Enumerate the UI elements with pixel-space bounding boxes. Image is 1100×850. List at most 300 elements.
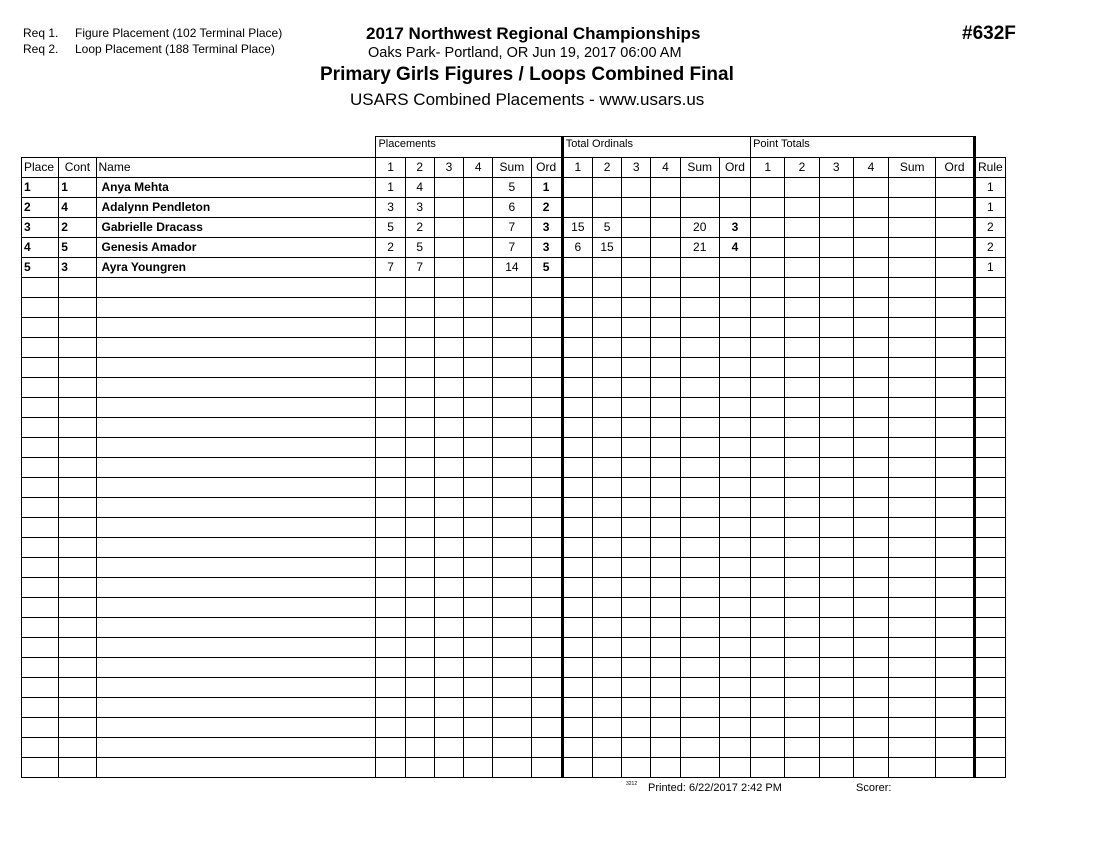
cell-pl-ord	[531, 758, 562, 778]
cell-to-2	[592, 698, 621, 718]
cell-pt-3	[819, 218, 853, 238]
cell-to-4	[651, 238, 680, 258]
cell-pl-4	[464, 638, 493, 658]
cell-rule	[974, 498, 1005, 518]
cell-to-2	[592, 578, 621, 598]
cell-pl-3	[434, 278, 463, 298]
col-header-pt-3: 3	[819, 158, 853, 178]
competition-title: 2017 Northwest Regional Championships	[366, 24, 701, 43]
cell-pl-sum	[493, 358, 531, 378]
cell-pl-3	[434, 758, 463, 778]
cell-cont: 3	[59, 258, 96, 278]
cell-pt-sum	[889, 418, 936, 438]
cell-place: 1	[22, 178, 59, 198]
col-header-to-ord: Ord	[719, 158, 750, 178]
cell-to-3	[622, 598, 651, 618]
cell-pt-2	[785, 218, 819, 238]
col-header-pl-sum: Sum	[493, 158, 531, 178]
venue-date: Oaks Park- Portland, OR Jun 19, 2017 06:00 AM	[368, 45, 682, 61]
cell-rule	[974, 458, 1005, 478]
cell-pl-1	[376, 618, 405, 638]
table-row-empty	[22, 398, 1006, 418]
cell-pl-2: 3	[405, 198, 434, 218]
cell-pl-2	[405, 418, 434, 438]
cell-place	[22, 358, 59, 378]
cell-pl-4	[464, 658, 493, 678]
cell-pt-4	[853, 338, 888, 358]
cell-pl-1	[376, 298, 405, 318]
cell-pt-3	[819, 238, 853, 258]
cell-pl-sum	[493, 698, 531, 718]
cell-to-4	[651, 178, 680, 198]
cell-pl-4	[464, 178, 493, 198]
cell-pt-4	[853, 298, 888, 318]
cell-to-sum	[680, 258, 719, 278]
cell-cont	[59, 358, 96, 378]
cell-to-1	[562, 358, 592, 378]
cell-pl-3	[434, 738, 463, 758]
cell-rule	[974, 658, 1005, 678]
cell-pt-sum	[889, 698, 936, 718]
cell-pt-4	[853, 278, 888, 298]
col-header-to-1: 1	[562, 158, 592, 178]
cell-to-3	[622, 758, 651, 778]
printed-timestamp: Printed: 6/22/2017 2:42 PM	[648, 782, 782, 794]
cell-name	[96, 438, 376, 458]
table-row-empty	[22, 418, 1006, 438]
cell-place	[22, 538, 59, 558]
cell-pt-sum	[889, 618, 936, 638]
cell-pt-sum	[889, 758, 936, 778]
cell-pt-sum	[889, 458, 936, 478]
cell-pl-sum	[493, 398, 531, 418]
cell-to-2	[592, 438, 621, 458]
cell-pt-4	[853, 738, 888, 758]
cell-pt-3	[819, 618, 853, 638]
cell-name	[96, 378, 376, 398]
cell-to-3	[622, 358, 651, 378]
cell-to-1	[562, 298, 592, 318]
cell-name	[96, 738, 376, 758]
cell-pt-1	[751, 638, 785, 658]
cell-pl-1	[376, 378, 405, 398]
cell-cont	[59, 558, 96, 578]
cell-to-sum	[680, 418, 719, 438]
cell-to-1	[562, 378, 592, 398]
table-row-empty	[22, 758, 1006, 778]
cell-pt-sum	[889, 678, 936, 698]
cell-pt-1	[751, 558, 785, 578]
cell-to-4	[651, 598, 680, 618]
cell-place	[22, 518, 59, 538]
cell-cont: 5	[59, 238, 96, 258]
cell-to-ord	[719, 558, 750, 578]
cell-rule	[974, 398, 1005, 418]
cell-to-ord	[719, 698, 750, 718]
cell-pt-2	[785, 498, 819, 518]
cell-rule	[974, 618, 1005, 638]
cell-to-ord	[719, 338, 750, 358]
cell-pt-3	[819, 758, 853, 778]
cell-to-3	[622, 418, 651, 438]
cell-pl-ord	[531, 278, 562, 298]
cell-to-2	[592, 518, 621, 538]
cell-pt-ord	[936, 558, 974, 578]
cell-pt-4	[853, 178, 888, 198]
cell-pl-sum	[493, 638, 531, 658]
table-row-empty	[22, 278, 1006, 298]
cell-name	[96, 718, 376, 738]
cell-to-1	[562, 498, 592, 518]
cell-name	[96, 678, 376, 698]
cell-pl-1	[376, 338, 405, 358]
cell-pt-4	[853, 758, 888, 778]
cell-place	[22, 498, 59, 518]
cell-to-2	[592, 378, 621, 398]
cell-to-2	[592, 458, 621, 478]
cell-pl-ord	[531, 578, 562, 598]
cell-to-1	[562, 618, 592, 638]
cell-pt-sum	[889, 438, 936, 458]
cell-to-2: 15	[592, 238, 621, 258]
cell-to-4	[651, 318, 680, 338]
cell-cont	[59, 518, 96, 538]
cell-pl-4	[464, 498, 493, 518]
cell-pt-ord	[936, 378, 974, 398]
cell-cont	[59, 298, 96, 318]
cell-place	[22, 578, 59, 598]
cell-to-3	[622, 678, 651, 698]
cell-to-1	[562, 738, 592, 758]
cell-to-1	[562, 458, 592, 478]
cell-pl-sum: 5	[493, 178, 531, 198]
cell-pl-4	[464, 418, 493, 438]
cell-name	[96, 578, 376, 598]
cell-pl-1	[376, 698, 405, 718]
cell-pt-ord	[936, 518, 974, 538]
cell-to-1	[562, 478, 592, 498]
cell-pl-1	[376, 578, 405, 598]
cell-to-ord	[719, 478, 750, 498]
cell-pl-ord	[531, 638, 562, 658]
cell-pl-ord: 2	[531, 198, 562, 218]
cell-pt-4	[853, 238, 888, 258]
cell-pl-3	[434, 298, 463, 318]
cell-to-1	[562, 198, 592, 218]
cell-pl-1	[376, 658, 405, 678]
cell-to-4	[651, 718, 680, 738]
cell-place	[22, 278, 59, 298]
cell-to-1	[562, 318, 592, 338]
cell-pt-1	[751, 338, 785, 358]
cell-pt-3	[819, 638, 853, 658]
cell-cont	[59, 678, 96, 698]
cell-pt-1	[751, 498, 785, 518]
cell-pl-sum: 7	[493, 238, 531, 258]
cell-pt-4	[853, 398, 888, 418]
cell-pl-1	[376, 358, 405, 378]
cell-pt-ord	[936, 678, 974, 698]
cell-to-ord	[719, 518, 750, 538]
cell-pl-2: 5	[405, 238, 434, 258]
cell-pt-4	[853, 698, 888, 718]
cell-pt-ord	[936, 458, 974, 478]
cell-pt-3	[819, 498, 853, 518]
cell-pt-ord	[936, 178, 974, 198]
cell-to-3	[622, 518, 651, 538]
cell-pt-ord	[936, 618, 974, 638]
col-header-pl-4: 4	[464, 158, 493, 178]
table-row-empty	[22, 358, 1006, 378]
cell-rule	[974, 578, 1005, 598]
cell-place: 5	[22, 258, 59, 278]
cell-to-3	[622, 218, 651, 238]
cell-to-ord	[719, 658, 750, 678]
cell-pt-2	[785, 538, 819, 558]
cell-pl-3	[434, 338, 463, 358]
cell-to-ord	[719, 418, 750, 438]
cell-pt-3	[819, 738, 853, 758]
cell-pl-1	[376, 598, 405, 618]
cell-rule	[974, 418, 1005, 438]
cell-to-3	[622, 638, 651, 658]
table-row-empty	[22, 538, 1006, 558]
cell-pl-sum	[493, 518, 531, 538]
cell-pl-sum	[493, 678, 531, 698]
cell-pt-ord	[936, 278, 974, 298]
cell-pt-1	[751, 698, 785, 718]
cell-pl-ord	[531, 298, 562, 318]
cell-pl-1	[376, 718, 405, 738]
cell-to-ord	[719, 358, 750, 378]
cell-pl-4	[464, 738, 493, 758]
table-row-empty	[22, 718, 1006, 738]
col-header-pt-4: 4	[853, 158, 888, 178]
cell-pt-2	[785, 698, 819, 718]
cell-to-sum	[680, 678, 719, 698]
cell-to-4	[651, 458, 680, 478]
cell-to-ord	[719, 318, 750, 338]
cell-pt-ord	[936, 718, 974, 738]
cell-to-sum	[680, 318, 719, 338]
cell-to-sum	[680, 338, 719, 358]
cell-to-3	[622, 578, 651, 598]
cell-to-ord	[719, 578, 750, 598]
cell-place: 2	[22, 198, 59, 218]
cell-pt-1	[751, 538, 785, 558]
cell-pt-3	[819, 458, 853, 478]
cell-to-ord	[719, 458, 750, 478]
table-row-empty	[22, 458, 1006, 478]
cell-pl-2	[405, 498, 434, 518]
cell-to-ord	[719, 178, 750, 198]
col-header-pl-ord: Ord	[531, 158, 562, 178]
cell-pl-2	[405, 538, 434, 558]
cell-pl-3	[434, 458, 463, 478]
cell-pl-2	[405, 358, 434, 378]
cell-to-2	[592, 758, 621, 778]
cell-to-2	[592, 538, 621, 558]
cell-to-3	[622, 398, 651, 418]
cell-pt-1	[751, 718, 785, 738]
cell-to-sum	[680, 738, 719, 758]
cell-pl-1	[376, 558, 405, 578]
cell-pl-3	[434, 518, 463, 538]
cell-pt-1	[751, 478, 785, 498]
cell-pl-2	[405, 718, 434, 738]
cell-pt-3	[819, 558, 853, 578]
cell-pt-2	[785, 418, 819, 438]
cell-pl-sum	[493, 738, 531, 758]
cell-to-4	[651, 638, 680, 658]
cell-rule: 1	[974, 178, 1005, 198]
cell-pt-3	[819, 518, 853, 538]
col-header-pl-1: 1	[376, 158, 405, 178]
cell-pl-1: 3	[376, 198, 405, 218]
cell-pt-2	[785, 478, 819, 498]
cell-to-3	[622, 498, 651, 518]
cell-pt-3	[819, 198, 853, 218]
cell-cont	[59, 698, 96, 718]
cell-pt-3	[819, 358, 853, 378]
cell-pl-1	[376, 398, 405, 418]
cell-pl-sum	[493, 298, 531, 318]
cell-pl-sum	[493, 558, 531, 578]
cell-pt-3	[819, 278, 853, 298]
cell-pl-ord	[531, 698, 562, 718]
cell-rule	[974, 718, 1005, 738]
cell-pl-3	[434, 538, 463, 558]
cell-to-2	[592, 198, 621, 218]
cell-cont	[59, 478, 96, 498]
cell-pl-4	[464, 678, 493, 698]
table-row-empty	[22, 738, 1006, 758]
cell-pt-4	[853, 418, 888, 438]
cell-to-sum	[680, 618, 719, 638]
requirement-number: Req 2.	[23, 42, 59, 56]
cell-pt-ord	[936, 298, 974, 318]
cell-to-3	[622, 558, 651, 578]
cell-to-1	[562, 518, 592, 538]
cell-rule	[974, 538, 1005, 558]
cell-to-sum	[680, 698, 719, 718]
cell-pl-4	[464, 398, 493, 418]
cell-pl-3	[434, 238, 463, 258]
cell-pl-2	[405, 598, 434, 618]
cell-pl-sum	[493, 538, 531, 558]
cell-pt-ord	[936, 658, 974, 678]
cell-pt-ord	[936, 738, 974, 758]
cell-rule	[974, 598, 1005, 618]
cell-pt-2	[785, 278, 819, 298]
cell-pt-4	[853, 478, 888, 498]
cell-pl-1	[376, 478, 405, 498]
table-row-empty	[22, 378, 1006, 398]
cell-name: Genesis Amador	[96, 238, 376, 258]
cell-pt-4	[853, 378, 888, 398]
cell-pl-4	[464, 518, 493, 538]
cell-pl-ord	[531, 538, 562, 558]
cell-pl-2	[405, 378, 434, 398]
cell-pl-1	[376, 498, 405, 518]
cell-pt-3	[819, 658, 853, 678]
table-row	[22, 218, 1006, 238]
cell-pl-3	[434, 478, 463, 498]
cell-to-1	[562, 558, 592, 578]
cell-pl-4	[464, 278, 493, 298]
cell-rule	[974, 558, 1005, 578]
cell-to-ord	[719, 598, 750, 618]
cell-name	[96, 758, 376, 778]
cell-cont	[59, 738, 96, 758]
cell-pt-4	[853, 358, 888, 378]
cell-pl-3	[434, 358, 463, 378]
cell-to-4	[651, 198, 680, 218]
cell-pl-3	[434, 258, 463, 278]
cell-pt-1	[751, 278, 785, 298]
cell-pt-4	[853, 678, 888, 698]
cell-to-2	[592, 658, 621, 678]
table-row-empty	[22, 698, 1006, 718]
cell-to-ord	[719, 278, 750, 298]
cell-to-2	[592, 298, 621, 318]
requirement-text: Loop Placement (188 Terminal Place)	[75, 42, 275, 56]
cell-rule	[974, 698, 1005, 718]
cell-cont	[59, 278, 96, 298]
cell-to-2	[592, 738, 621, 758]
cell-to-4	[651, 438, 680, 458]
cell-pl-ord	[531, 518, 562, 538]
cell-pl-1	[376, 758, 405, 778]
cell-pt-2	[785, 438, 819, 458]
event-title: Primary Girls Figures / Loops Combined Final	[320, 64, 734, 85]
cell-rule: 1	[974, 198, 1005, 218]
cell-pt-3	[819, 718, 853, 738]
cell-to-ord	[719, 298, 750, 318]
cell-name: Anya Mehta	[96, 178, 376, 198]
cell-pt-2	[785, 298, 819, 318]
cell-cont	[59, 618, 96, 638]
cell-pl-ord	[531, 558, 562, 578]
cell-pl-1	[376, 458, 405, 478]
cell-pl-ord: 1	[531, 178, 562, 198]
requirement-1	[23, 25, 282, 41]
cell-pl-4	[464, 458, 493, 478]
table-row-empty	[22, 578, 1006, 598]
cell-to-sum	[680, 378, 719, 398]
cell-pl-2: 2	[405, 218, 434, 238]
table-row	[22, 178, 1006, 198]
cell-to-4	[651, 378, 680, 398]
col-header-name: Name	[96, 158, 376, 178]
cell-rule	[974, 358, 1005, 378]
cell-to-3	[622, 538, 651, 558]
cell-to-4	[651, 418, 680, 438]
cell-pl-3	[434, 718, 463, 738]
cell-place	[22, 678, 59, 698]
cell-pl-ord	[531, 458, 562, 478]
cell-name	[96, 478, 376, 498]
cell-to-2	[592, 418, 621, 438]
cell-pl-3	[434, 218, 463, 238]
cell-pt-sum	[889, 298, 936, 318]
cell-pl-3	[434, 398, 463, 418]
cell-to-3	[622, 318, 651, 338]
cell-pl-4	[464, 378, 493, 398]
cell-pt-2	[785, 718, 819, 738]
cell-cont	[59, 338, 96, 358]
cell-to-ord	[719, 718, 750, 738]
